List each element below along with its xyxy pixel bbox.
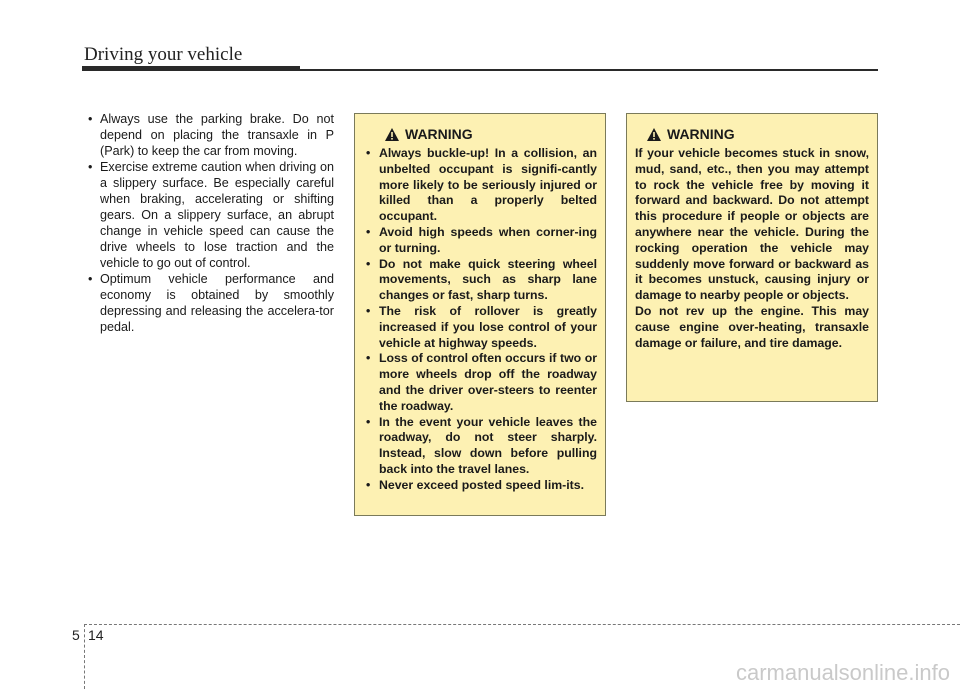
list-item: • Optimum vehicle performance and economy is obtained by smoothly depressing and releasing the accelera-tor pedal. [84,271,334,335]
warning-triangle-icon [385,128,399,141]
warning-list [365,146,597,494]
warning-triangle-icon [647,128,661,141]
list-item: • Exercise extreme caution when driving on a slippery surface. Be especially careful when braking, accelerating or shifting gears. On a slippery surface, an abrupt change in vehicle speed can cause the drive wheels to lose traction and the vehicle to go out of control. [84,159,334,271]
list-item: • Loss of control often occurs if two or more wheels drop off the roadway and the driver over-steers to reenter the roadway. [365,351,597,414]
footer-rule [84,624,960,625]
warning-paragraph: If your vehicle becomes stuck in snow, mud, sand, etc., then you may attempt to rock the vehicle free by moving it forward and backward. Do not attempt this procedure if people or objects are anywhere near the vehicle. During the rocking operation the vehicle may suddenly move forward or backward as it becomes unstuck, causing injury or damage to nearby people or objects. [635,146,869,303]
watermark: carmanualsonline.info [735,660,950,685]
warning-heading [647,126,869,142]
list-item: • In the event your vehicle leaves the roadway, do not steer sharply. Instead, slow down before pulling back into the travel lanes. [365,415,597,478]
footer-divider [84,624,85,689]
chapter-number: 5 [72,627,80,643]
list-item: • Do not make quick steering wheel movements, such as sharp lane changes or fast, sharp turns. [365,257,597,304]
warning-title: WARNING [405,126,473,142]
warning-title: WARNING [667,126,735,142]
list-item: • Always buckle-up! In a collision, an unbelted occupant is signifi-cantly more likely to be seriously injured or killed than a properly belted occupant. [365,146,597,225]
list-item: • Always use the parking brake. Do not depend on placing the transaxle in P (Park) to keep the car from moving. [84,111,334,159]
header-rule [300,69,878,71]
warning-heading [385,126,597,142]
page-number: 14 [88,627,104,643]
header-bar [82,66,300,71]
left-column [84,111,334,335]
list-item: • Avoid high speeds when corner-ing or turning. [365,225,597,257]
warning-box-stuck-vehicle [626,113,878,402]
list-item: • The risk of rollover is greatly increased if you lose control of your vehicle at highway speeds. [365,304,597,351]
list-item: • Never exceed posted speed lim-its. [365,478,597,494]
warning-paragraph: Do not rev up the engine. This may cause engine over-heating, transaxle damage or failure, and tire damage. [635,303,869,350]
warning-box-seatbelt [354,113,606,516]
driving-tips-list [84,111,334,335]
section-title: Driving your vehicle [84,44,243,65]
